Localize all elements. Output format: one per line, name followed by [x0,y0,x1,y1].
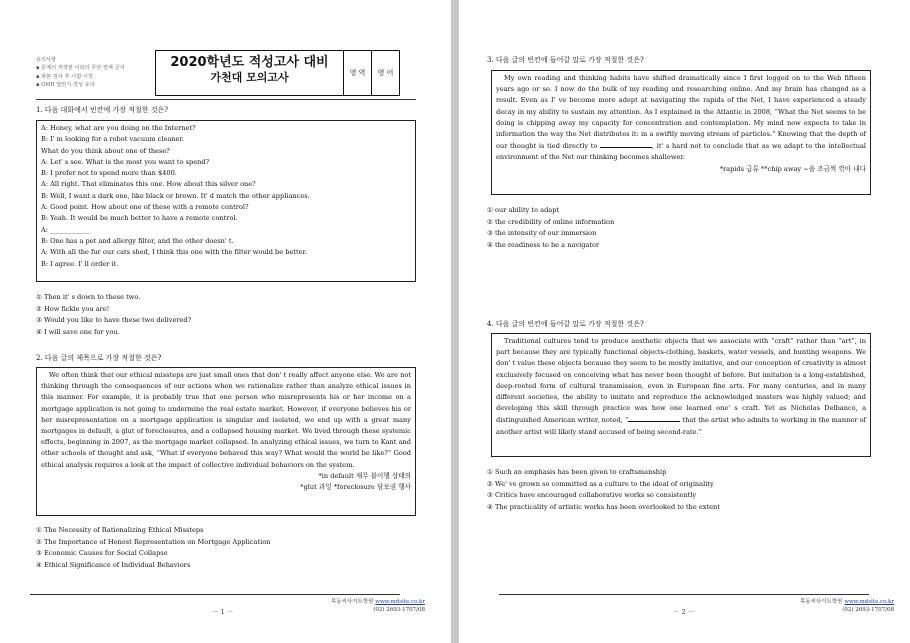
q2-passage-box [36,367,416,516]
answer-option[interactable]: ④ the readiness to be a navigator [487,240,600,249]
answer-blank [628,414,680,422]
q2-footnote: *in default 채무 불이행 상태의 [318,471,411,480]
answer-option[interactable]: ② the credibility of online information [487,217,615,226]
q3-passage [496,73,866,164]
page-gutter [451,0,459,643]
q4-passage-text: Traditional cultures tend to produce aesthetic objects that we associate with “craft” rather than “art”, in part because they are typically functional objects-clothing, baskets, water vessels, and hunting weapons. We don' t value these objects because they seem to be mostly imitative, and our conception of creativity is almost exclusively focused on conceiving what has never been thought of before. But imitation is a long-established, deep-rooted form of cultural transmission, even in European fine arts. For many centuries, and in many different societies, the ability to imitate and reproduce the acknowledged masters was highly valued; and developing this skill through practice was how one learned one' s craft. Yet as Nicholas Delbanco, a distinguished American writer, noted, “ [496,337,866,425]
footer-url-link[interactable]: www.mdsite.co.kr [844,599,894,605]
dialogue-line: B: One has a pet and allergy filter, and the other doesn' t. [41,236,234,245]
answer-option[interactable]: ③ Would you like to have these two delivered? [36,316,192,325]
dialogue-line: A: With all the fur our cats shed, I think this one with the filter would be better. [41,248,308,257]
q1-dialogue-box [36,120,416,282]
dialogue-line: B: I agree. I' ll order it. [41,259,119,268]
page-number: － 2 － [673,608,695,616]
notice-line: ▪ 문제의 저작권 이외의 무단 전재 금지 [36,65,125,72]
q3-footnote: *rapids 급류 **chip away ~을 조금씩 깎아 내다 [719,164,866,173]
answer-option[interactable]: ③ Critics have encouraged collaborative works so consistently [487,491,697,500]
area-label: 영 역 [343,50,372,96]
header-divider [36,99,416,100]
q3-options [487,205,614,251]
answer-option[interactable]: ② The Importance of Honest Representation on Mortgage Application [36,537,271,546]
exam-title-box [155,50,344,96]
answer-blank [600,140,652,148]
q1-stem: 1. 다음 대화에서 빈칸에 가장 적절한 것은? [36,106,168,114]
area-value: 영 어 [371,50,400,96]
q2-options [36,525,270,571]
q3-passage-text: , it' s hard not to conclude that as we adapt to the intellectual environment of the Net our thinking becomes shallower. [496,142,866,162]
q3-stem: 3. 다음 글의 빈칸에 들어갈 말로 가장 적절한 것은? [487,56,644,64]
q4-passage-box [491,333,871,457]
page-2 [459,0,910,643]
answer-option[interactable]: ② We' ve grown so committed as a culture to the ideal of originality [487,479,714,488]
footer-site-label: 목동씨사이트학원 [330,599,374,605]
answer-option[interactable]: ② How fickle you are! [36,304,110,313]
notice-line: ▪ OMR 답안지 작성 유의 [36,82,95,89]
dialogue-line: What do you think about one of these? [41,146,170,155]
dialogue-line: A: Good point. How about one of these with a remote control? [41,203,249,212]
notice-line: 유의사항 [36,57,57,63]
answer-option[interactable]: ① our ability to adapt [487,206,560,214]
q1-options [36,292,191,338]
dialogue-line: B: Yeah. It would be much better to have a remote control. [41,214,238,223]
footer-site [331,598,425,614]
answer-option[interactable]: ④ I will save one for you. [36,327,120,336]
q3-passage-box [491,70,871,195]
exam-subtitle: 가천대 모의고사 [210,71,289,84]
q3-passage-text: My own reading and thinking habits have shifted dramatically since I first logged on to the Web fifteen years ago or so. I now do the bulk of my reading and researching online. And my brain has changed as a result. Even as I' ve become more adept at navigating the rapids of the Net, I have experienced a steady decay in my ability to sustain my attention. As I explained in the Atlantic in 2008, “What the Net seems to be doing is chipping away my capacity for concentration and contemplation. My mind now expects to take in information the way the Net distributes it: in a swiftly moving stream of particles.” Knowing that the depth of our thought is tied directly to [496,74,866,151]
footer-phone: (02) 2693-1707/08 [842,607,894,613]
q2-passage: We often think that our ethical missteps are just small ones that don' t really affect anyone else. We are not thinking through the consequences of our actions when we rationalize rather than analyze ethical issues in this manner. For example, it is probably true that one person who misrepresents his or her income on a mortgage application is not going to undermine the real estate market. However, if everyone believes his or her misrepresentation on a mortgage application is singular and isolated, we end up with a great many mortgages in default, a glut of foreclosures, and a collapsed housing market. We lived through these systemic effects, beginning in 2007, as the mortgage market collapsed. In analyzing ethical issues, we turn to Kant and other schools of thought and ask, “What if everyone behaved this way? What would the world be like?” Good ethical analysis requires a look at the impact of collective individual behaviors on the system. [41,371,411,469]
footer-divider [30,594,400,595]
dialogue-line: B: Well, I want a dark one, like black or brown. It' d match the other appliances. [41,191,310,200]
answer-option[interactable]: ① Such an emphasis has been given to craftsmanship [487,468,667,476]
answer-option[interactable]: ④ The practicality of artistic works has been overlooked to the extent [487,502,720,511]
q2-footnote: *glut 과잉 *foreclosure 담보권 행사 [300,483,411,492]
dialogue-line: A: Let' s see. What is the most you want to spend? [41,157,210,166]
exam-title: 2020학년도 적성고사 대비 [170,55,329,70]
dialogue-line: B: I' m looking for a robot vacuum cleaner. [41,135,184,144]
footer-site [800,598,894,614]
answer-option[interactable]: ① The Necessity of Rationalizing Ethical Missteps [36,526,204,534]
notice-box [36,56,156,90]
footer-phone: (02) 2693-1707/08 [373,607,425,613]
dialogue-line: A: All right. That eliminates this one. How about this silver one? [41,180,256,189]
notice-line: ▪ 파본 검사 후 시험 시작 [36,73,93,80]
answer-option[interactable]: ④ Ethical Significance of Individual Behaviors [36,560,191,569]
answer-option[interactable]: ③ the intensity of our immersion [487,229,597,238]
page-number: － 1 － [212,608,234,616]
q2-stem: 2. 다음 글의 제목으로 가장 적절한 것은? [36,354,162,362]
answer-option[interactable]: ③ Economic Causes for Social Collapse [36,549,168,558]
dialogue-line: A: Honey, what are you doing on the Internet? [41,124,196,132]
dialogue-line: B: I prefer not to spend more than $400. [41,169,177,178]
q4-passage-text: that the artist who admits to working in the manner of another artist will likely stand accused of being second-rate.” [496,416,866,436]
footer-url-link[interactable]: www.mdsite.co.kr [375,599,425,605]
footer-site-label: 목동씨사이트학원 [799,599,843,605]
answer-option[interactable]: ① Then it' s down to these two. [36,293,141,301]
q4-passage [496,336,866,438]
page-1 [0,0,451,643]
footer-divider [499,594,869,595]
q4-options [487,467,720,513]
q4-stem: 4. 다음 글의 빈칸에 들어갈 말로 가장 적절한 것은? [487,320,644,328]
dialogue-line: A: ____________ [41,225,90,234]
